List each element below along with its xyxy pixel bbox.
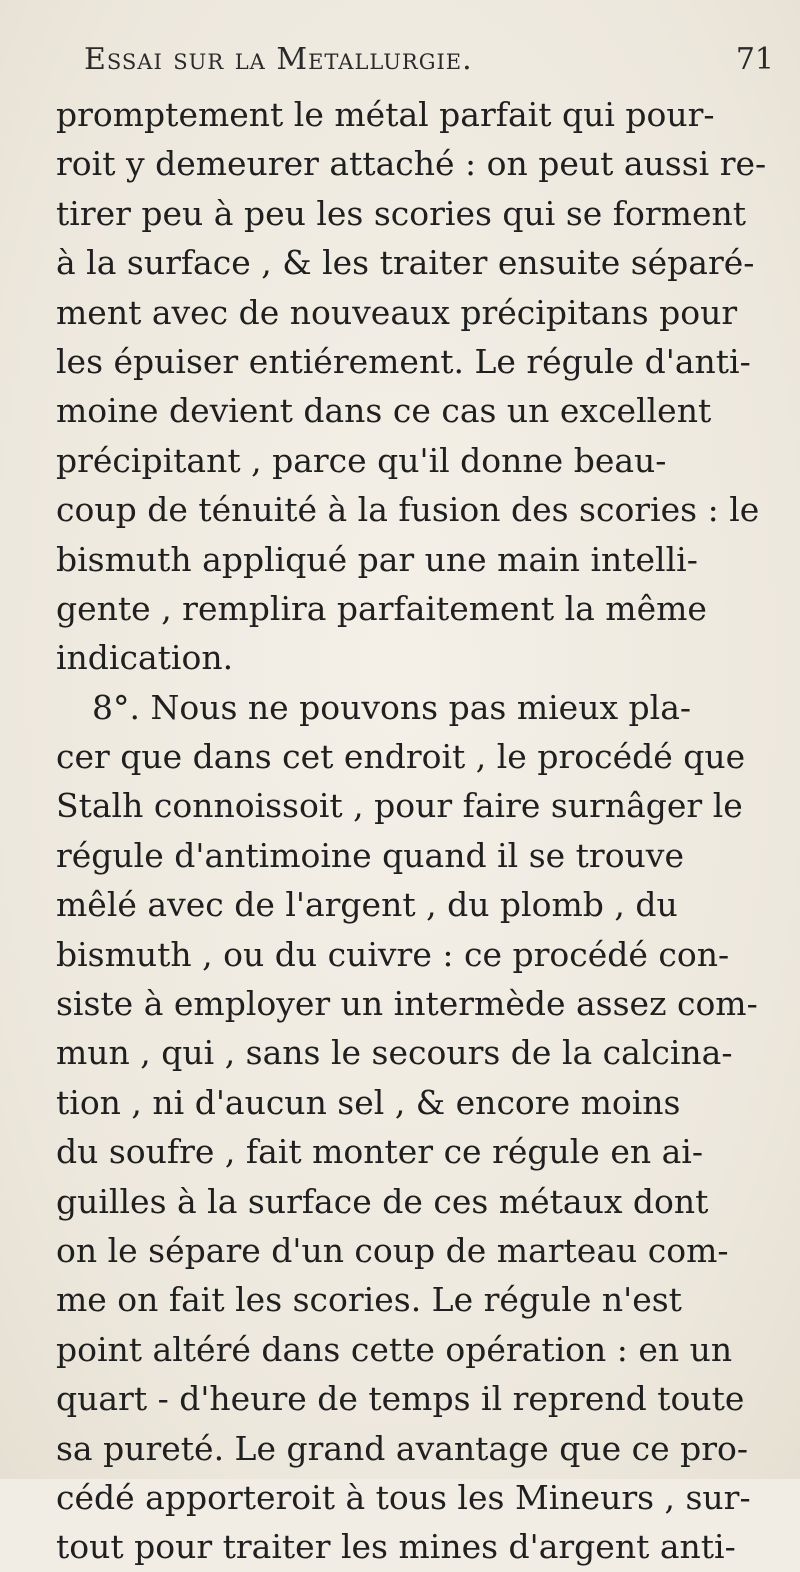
text-line: précipitant , parce qu'il donne beau-: [56, 440, 667, 480]
text-line: les épuiser entiérement. Le régule d'anti-: [56, 341, 751, 381]
text-line: tion , ni d'aucun sel , & encore moins: [56, 1082, 681, 1122]
text-line: siste à employer un intermède assez com-: [56, 984, 758, 1024]
text-line: on le sépare d'un coup de marteau com-: [56, 1230, 729, 1270]
text-line: cédé apporteroit à tous les Mineurs , sur-: [56, 1477, 751, 1517]
body-text: [56, 90, 786, 1572]
text-line: Stalh connoissoit , pour faire surnâger le: [56, 786, 743, 826]
text-line: cer que dans cet endroit , le procédé que: [56, 737, 746, 777]
text-line: régule d'antimoine quand il se trouve: [56, 835, 684, 875]
running-title: Essai sur la Metallurgie.: [84, 42, 473, 77]
text-line: tirer peu à peu les scories qui se forment: [56, 193, 746, 233]
text-line: coup de ténuité à la fusion des scories : le: [56, 490, 760, 530]
text-line: à la surface , & les traiter ensuite séparé-: [56, 243, 755, 283]
text-line: moine devient dans ce cas un excellent: [56, 391, 712, 431]
page-header: [84, 42, 774, 92]
text-line: guilles à la surface de ces métaux dont: [56, 1181, 709, 1221]
text-line: gente , remplira parfaitement la même: [56, 588, 707, 628]
text-line: me on fait les scories. Le régule n'est: [56, 1280, 682, 1320]
text-line: quart - d'heure de temps il reprend toute: [56, 1379, 745, 1419]
text-line: sa pureté. Le grand avantage que ce pro-: [56, 1428, 749, 1468]
text-line: promptement le métal parfait qui pour-: [56, 95, 715, 134]
page-number: 71: [735, 42, 774, 77]
text-line: roit y demeurer attaché : on peut aussi re-: [56, 144, 767, 184]
text-line: 8°. Nous ne pouvons pas mieux pla-: [92, 687, 692, 727]
text-line: mun , qui , sans le secours de la calcina-: [56, 1033, 733, 1073]
text-line: tout pour traiter les mines d'argent anti-: [56, 1527, 736, 1567]
text-line: mêlé avec de l'argent , du plomb , du: [56, 885, 678, 925]
text-line: du soufre , fait monter ce régule en ai-: [56, 1132, 703, 1172]
text-line: ment avec de nouveaux précipitans pour: [56, 292, 738, 332]
text-line: indication.: [56, 638, 234, 678]
text-line: point altéré dans cette opération : en un: [56, 1329, 733, 1369]
text-line: bismuth , ou du cuivre : ce procédé con-: [56, 934, 730, 974]
text-line: bismuth appliqué par une main intelli-: [56, 539, 698, 579]
